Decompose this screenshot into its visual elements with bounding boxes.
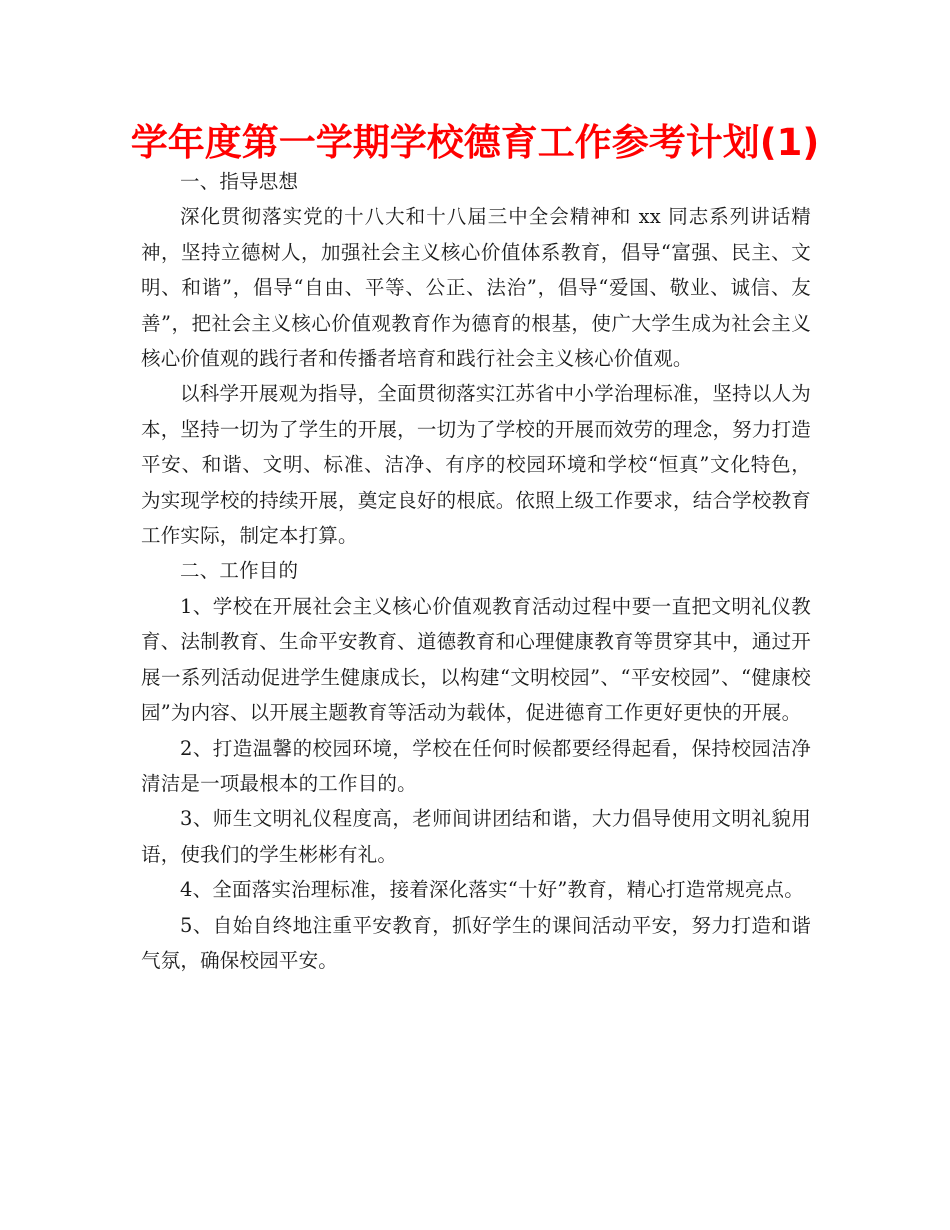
paragraph-ideology-1: 深化贯彻落实党的十八大和十八届三中全会精神和 xx 同志系列讲话精神，坚持立德树人，加强社会主义核心价值体系教育，倡导“富强、民主、文明、和谐”，倡导“自由、平等、公正、法治”，倡导“爱国、敬业、诚信、友善”，把社会主义核心价值观教育作为德育的根基，使广大学生成为社会主义核心价值观的践行者和传播者培育和践行社会主义核心价值观。 <box>141 205 811 371</box>
section-heading-work-goals: 二、工作目的 <box>180 559 299 583</box>
section-heading-guiding-ideology: 一、指导思想 <box>180 170 299 193</box>
paragraph-ideology-2: 以科学开展观为指导，全面贯彻落实江苏省中小学治理标准，坚持以人为本，坚持一切为了学生的开展，一切为了学校的开展而效劳的理念，努力打造平安、和谐、文明、标准、洁净、有序的校园环境和学校“恒真”文化特色，为实现学校的持续开展，奠定良好的根底。依照上级工作要求，结合学校教育工作实际，制定本打算。 <box>141 382 811 548</box>
paragraph-goal-2: 2、打造温馨的校园环境，学校在任何时候都要经得起看，保持校园洁净清洁是一项最根本的工作目的。 <box>141 736 811 795</box>
paragraph-goal-1: 1、学校在开展社会主义核心价值观教育活动过程中要一直把文明礼仪教育、法制教育、生命平安教育、道德教育和心理健康教育等贯穿其中，通过开展一系列活动促进学生健康成长，以构建“文明校园”、“平安校园”、“健康校园”为内容、以开展主题教育等活动为载体，促进德育工作更好更快的开展。 <box>141 594 811 725</box>
paragraph-goal-3: 3、师生文明礼仪程度高，老师间讲团结和谐，大力倡导使用文明礼貌用语，使我们的学生彬彬有礼。 <box>141 807 811 866</box>
document-body <box>141 164 811 978</box>
document-title: 学年度第一学期学校德育工作参考计划(1) <box>130 121 820 164</box>
paragraph-goal-4: 4、全面落实治理标准，接着深化落实“十好”教育，精心打造常规亮点。 <box>180 878 804 902</box>
paragraph-goal-5: 5、自始自终地注重平安教育，抓好学生的课间活动平安，努力打造和谐气氛，确保校园平安。 <box>141 913 811 972</box>
